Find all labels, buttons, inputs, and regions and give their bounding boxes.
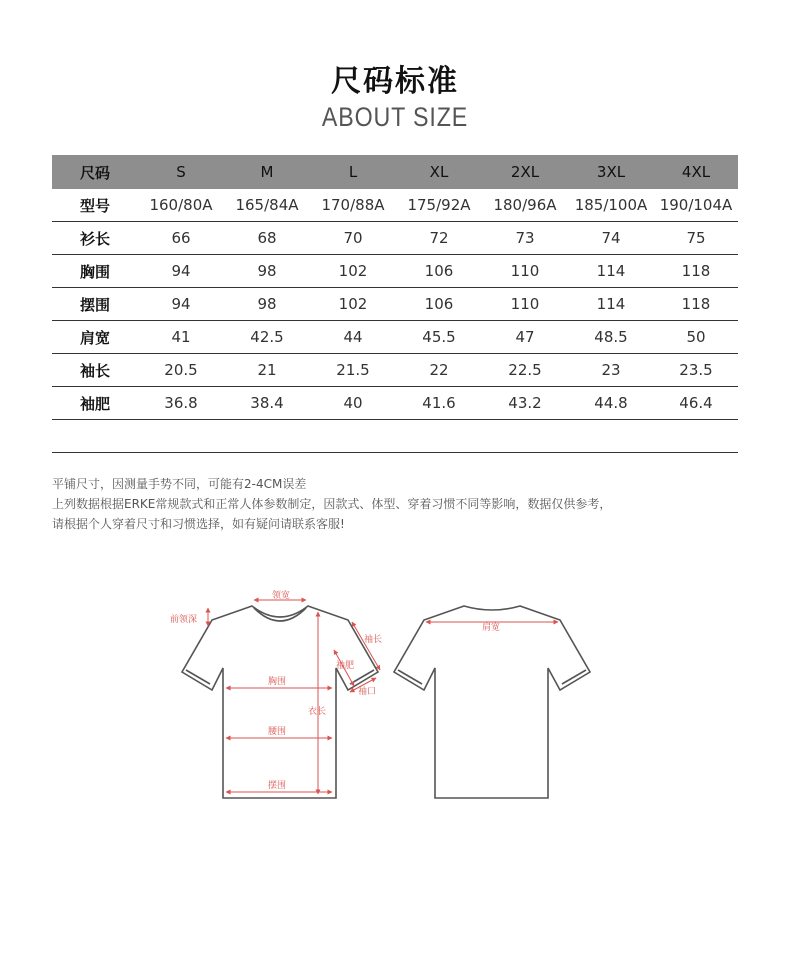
table-cell: 22 (396, 354, 482, 387)
header-corner: 尺码 (52, 155, 138, 189)
table-row (52, 222, 738, 255)
table-cell: 41.6 (396, 387, 482, 420)
size-col-s: S (138, 155, 224, 189)
row-label: 袖肥 (52, 387, 138, 420)
table-row (52, 255, 738, 288)
table-cell: 20.5 (138, 354, 224, 387)
table-row (52, 321, 738, 354)
table-cell: 21.5 (310, 354, 396, 387)
table-cell: 73 (482, 222, 568, 255)
row-label: 型号 (52, 189, 138, 222)
label-sleeve-width: 袖肥 (336, 661, 355, 671)
spacer-cell (52, 420, 138, 453)
table-cell: 114 (568, 288, 654, 321)
table-cell: 110 (482, 288, 568, 321)
note-line: 上列数据根据ERKE常规款式和正常人体参数制定，因款式、体型、穿着习惯不同等影响，数据仅供参考， (52, 497, 612, 511)
page-title: 尺码标准 (331, 64, 459, 99)
row-label: 肩宽 (52, 321, 138, 354)
spacer-cell (224, 420, 310, 453)
label-sleeve-length: 袖长 (364, 635, 383, 645)
table-cell: 185/100A (568, 189, 654, 222)
table-cell: 190/104A (654, 189, 738, 222)
table-cell: 160/80A (138, 189, 224, 222)
table-cell: 44 (310, 321, 396, 354)
label-front-neck-depth: 前领深 (170, 615, 198, 625)
size-col-3xl: 3XL (568, 155, 654, 189)
spacer-cell (568, 420, 654, 453)
table-cell: 40 (310, 387, 396, 420)
table-cell: 36.8 (138, 387, 224, 420)
size-header-row (52, 155, 738, 189)
spacer-cell (396, 420, 482, 453)
table-cell: 50 (654, 321, 738, 354)
table-row (52, 354, 738, 387)
label-chest: 胸围 (268, 677, 287, 687)
measurement-diagram (168, 588, 598, 808)
table-cell: 94 (138, 255, 224, 288)
table-cell: 180/96A (482, 189, 568, 222)
table-cell: 47 (482, 321, 568, 354)
table-cell: 175/92A (396, 189, 482, 222)
table-cell: 72 (396, 222, 482, 255)
table-cell: 21 (224, 354, 310, 387)
table-cell: 45.5 (396, 321, 482, 354)
size-notes (52, 474, 611, 534)
row-label: 摆围 (52, 288, 138, 321)
table-cell: 41 (138, 321, 224, 354)
label-hem: 摆围 (268, 781, 287, 791)
table-cell: 118 (654, 288, 738, 321)
label-waist: 腰围 (268, 727, 287, 737)
table-cell: 106 (396, 288, 482, 321)
table-cell: 43.2 (482, 387, 568, 420)
table-cell: 38.4 (224, 387, 310, 420)
note-line: 平铺尺寸，因测量手势不同，可能有2-4CM误差 (52, 477, 307, 491)
table-cell: 22.5 (482, 354, 568, 387)
table-cell: 170/88A (310, 189, 396, 222)
size-col-l: L (310, 155, 396, 189)
table-row (52, 387, 738, 420)
table-cell: 102 (310, 288, 396, 321)
table-row (52, 189, 738, 222)
size-table (52, 155, 738, 453)
table-cell: 70 (310, 222, 396, 255)
spacer-cell (138, 420, 224, 453)
front-tshirt-icon (182, 606, 378, 798)
table-cell: 106 (396, 255, 482, 288)
table-cell: 46.4 (654, 387, 738, 420)
table-cell: 66 (138, 222, 224, 255)
row-label: 衫长 (52, 222, 138, 255)
back-tshirt-icon (394, 606, 590, 798)
table-cell: 42.5 (224, 321, 310, 354)
table-cell: 44.8 (568, 387, 654, 420)
spacer-cell (482, 420, 568, 453)
label-shoulder: 肩宽 (482, 623, 501, 633)
size-col-m: M (224, 155, 310, 189)
spacer-cell (654, 420, 738, 453)
label-collar-width: 领宽 (272, 591, 291, 601)
table-cell: 94 (138, 288, 224, 321)
table-cell: 165/84A (224, 189, 310, 222)
table-cell: 75 (654, 222, 738, 255)
label-cuff: 袖口 (358, 687, 377, 697)
table-spacer-row (52, 420, 738, 453)
table-row (52, 288, 738, 321)
table-cell: 102 (310, 255, 396, 288)
row-label: 袖长 (52, 354, 138, 387)
table-cell: 118 (654, 255, 738, 288)
size-col-4xl: 4XL (654, 155, 738, 189)
row-label: 胸围 (52, 255, 138, 288)
table-cell: 68 (224, 222, 310, 255)
table-cell: 98 (224, 255, 310, 288)
size-col-xl: XL (396, 155, 482, 189)
table-cell: 23.5 (654, 354, 738, 387)
table-cell: 23 (568, 354, 654, 387)
table-cell: 98 (224, 288, 310, 321)
page-subtitle: ABOUT SIZE (321, 102, 469, 132)
table-cell: 48.5 (568, 321, 654, 354)
table-cell: 110 (482, 255, 568, 288)
note-line: 请根据个人穿着尺寸和习惯选择，如有疑问请联系客服! (52, 517, 345, 531)
size-col-2xl: 2XL (482, 155, 568, 189)
table-cell: 114 (568, 255, 654, 288)
label-body-length: 衣长 (308, 707, 327, 717)
spacer-cell (310, 420, 396, 453)
table-cell: 74 (568, 222, 654, 255)
